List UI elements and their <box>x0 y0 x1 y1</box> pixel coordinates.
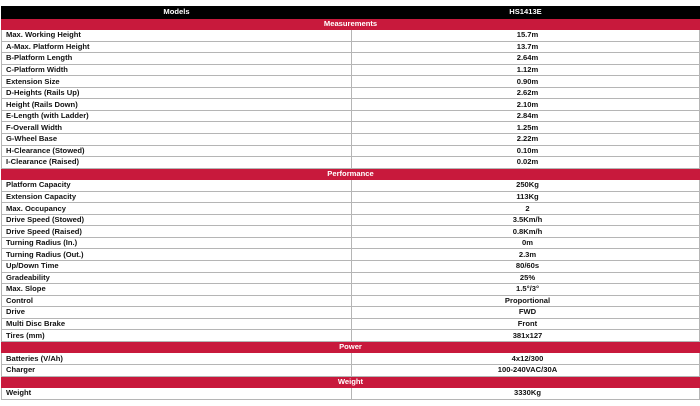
spec-value: 4x12/300 <box>352 353 700 365</box>
table-row <box>2 30 700 42</box>
section-title: Power <box>2 341 700 353</box>
table-row <box>2 134 700 146</box>
spec-label: Charger <box>2 364 352 376</box>
spec-label: Turning Radius (In.) <box>2 237 352 249</box>
spec-label: I-Clearance (Raised) <box>2 157 352 169</box>
spec-value: 2.10m <box>352 99 700 111</box>
spec-value: 3330Kg <box>352 388 700 400</box>
spec-value: 0m <box>352 237 700 249</box>
spec-value: 0.02m <box>352 157 700 169</box>
table-row <box>2 261 700 273</box>
spec-label: Max. Working Height <box>2 30 352 42</box>
section-header-row <box>2 18 700 30</box>
spec-value: FWD <box>352 307 700 319</box>
spec-value: 0.90m <box>352 76 700 88</box>
table-row <box>2 318 700 330</box>
spec-label: Extension Capacity <box>2 191 352 203</box>
spec-label: Turning Radius (Out.) <box>2 249 352 261</box>
spec-label: G-Wheel Base <box>2 134 352 146</box>
section-header-row <box>2 341 700 353</box>
spec-value: 2.62m <box>352 87 700 99</box>
spec-label: Platform Capacity <box>2 180 352 192</box>
spec-value: Front <box>352 318 700 330</box>
spec-label: H-Clearance (Stowed) <box>2 145 352 157</box>
section-title: Weight <box>2 376 700 388</box>
spec-value: 0.8Km/h <box>352 226 700 238</box>
spec-label: Tires (mm) <box>2 330 352 342</box>
table-row <box>2 180 700 192</box>
spec-label: Weight <box>2 388 352 400</box>
spec-label: Batteries (V/Ah) <box>2 353 352 365</box>
spec-value: 250Kg <box>352 180 700 192</box>
spec-label: Max. Slope <box>2 284 352 296</box>
table-row <box>2 122 700 134</box>
spec-value: 3.5Km/h <box>352 214 700 226</box>
spec-value: 0.10m <box>352 145 700 157</box>
table-row <box>2 295 700 307</box>
spec-value: 1.5°/3° <box>352 284 700 296</box>
spec-value: 2.22m <box>352 134 700 146</box>
spec-value: 2.84m <box>352 110 700 122</box>
spec-label: E-Length (with Ladder) <box>2 110 352 122</box>
table-row <box>2 284 700 296</box>
table-row <box>2 330 700 342</box>
spec-value: 100-240VAC/30A <box>352 364 700 376</box>
spec-value: 1.12m <box>352 64 700 76</box>
spec-label: Gradeability <box>2 272 352 284</box>
table-row <box>2 145 700 157</box>
spec-value: 80/60s <box>352 261 700 273</box>
spec-value: 113Kg <box>352 191 700 203</box>
spec-value: 1.25m <box>352 122 700 134</box>
spec-label: Up/Down Time <box>2 261 352 273</box>
table-row <box>2 214 700 226</box>
table-row <box>2 364 700 376</box>
header-models: Models <box>2 7 352 19</box>
table-row <box>2 191 700 203</box>
spec-label: Control <box>2 295 352 307</box>
spec-label: Max. Occupancy <box>2 203 352 215</box>
spec-value: 2 <box>352 203 700 215</box>
table-row <box>2 157 700 169</box>
table-row <box>2 237 700 249</box>
table-row <box>2 87 700 99</box>
table-row <box>2 203 700 215</box>
spec-value: 2.64m <box>352 53 700 65</box>
spec-label: Height (Rails Down) <box>2 99 352 111</box>
spec-label: Drive Speed (Raised) <box>2 226 352 238</box>
section-header-row <box>2 376 700 388</box>
spec-label: Drive <box>2 307 352 319</box>
spec-value: 381x127 <box>352 330 700 342</box>
header-model-code: HS1413E <box>352 7 700 19</box>
spec-label: D-Heights (Rails Up) <box>2 87 352 99</box>
section-title: Performance <box>2 168 700 180</box>
spec-table <box>1 6 700 400</box>
spec-label: Extension Size <box>2 76 352 88</box>
table-row <box>2 99 700 111</box>
table-row <box>2 41 700 53</box>
table-row <box>2 64 700 76</box>
spec-value: Proportional <box>352 295 700 307</box>
table-row <box>2 76 700 88</box>
table-row <box>2 307 700 319</box>
spec-value: 15.7m <box>352 30 700 42</box>
table-row <box>2 110 700 122</box>
table-row <box>2 353 700 365</box>
spec-value: 25% <box>352 272 700 284</box>
table-header-row <box>2 7 700 19</box>
spec-label: Drive Speed (Stowed) <box>2 214 352 226</box>
spec-label: A-Max. Platform Height <box>2 41 352 53</box>
spec-value: 2.3m <box>352 249 700 261</box>
spec-label: F-Overall Width <box>2 122 352 134</box>
table-row <box>2 53 700 65</box>
table-row <box>2 272 700 284</box>
table-row <box>2 249 700 261</box>
table-row <box>2 388 700 400</box>
spec-body <box>2 18 700 399</box>
section-title: Measurements <box>2 18 700 30</box>
spec-value: 13.7m <box>352 41 700 53</box>
spec-label: C-Platform Width <box>2 64 352 76</box>
table-row <box>2 226 700 238</box>
spec-label: B-Platform Length <box>2 53 352 65</box>
section-header-row <box>2 168 700 180</box>
spec-label: Multi Disc Brake <box>2 318 352 330</box>
